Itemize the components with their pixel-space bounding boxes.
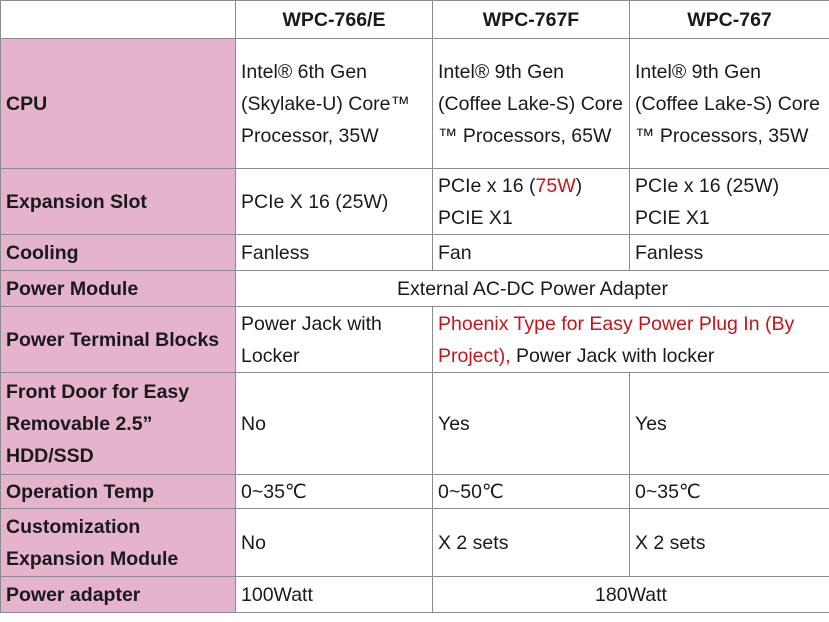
expansion-slot-wpc-767f [433, 169, 630, 235]
customization-wpc-767: X 2 sets [630, 509, 829, 577]
table-row-front-door [1, 373, 829, 475]
cooling-wpc-767f: Fan [433, 235, 630, 271]
table-row-expansion-slot [1, 169, 829, 235]
header-row [1, 1, 829, 39]
row-header-cpu: CPU [1, 39, 236, 169]
cpu-wpc-766e: Intel® 6th Gen (Skylake-U) Core™ Processor, 35W [236, 39, 433, 169]
table-row-customization [1, 509, 829, 577]
table-row-power-adapter [1, 577, 829, 613]
expansion-slot-wpc-767-line1: PCIe x 16 (25W) [635, 174, 780, 197]
expansion-slot-wpc-766e: PCIe X 16 (25W) [236, 169, 433, 235]
operation-temp-wpc-767f: 0~50℃ [433, 475, 630, 509]
cooling-wpc-766e: Fanless [236, 235, 433, 271]
table-row-cooling [1, 235, 829, 271]
expansion-slot-wpc-767 [630, 169, 829, 235]
power-module-value: External AC-DC Power Adapter [236, 271, 829, 307]
cooling-wpc-767: Fanless [630, 235, 829, 271]
row-header-operation-temp: Operation Temp [1, 475, 236, 509]
row-header-power-adapter: Power adapter [1, 577, 236, 613]
customization-wpc-766e: No [236, 509, 433, 577]
column-header-wpc-766e: WPC-766/E [236, 1, 433, 39]
column-header-wpc-767: WPC-767 [630, 1, 829, 39]
column-header-wpc-767f: WPC-767F [433, 1, 630, 39]
front-door-wpc-767: Yes [630, 373, 829, 475]
power-adapter-wpc-767-series: 180Watt [433, 577, 829, 613]
table-row-power-module [1, 271, 829, 307]
row-header-front-door: Front Door for Easy Removable 2.5” HDD/SSD [1, 373, 236, 475]
row-header-customization: Customization Expansion Module [1, 509, 236, 577]
operation-temp-wpc-767: 0~35℃ [630, 475, 829, 509]
front-door-wpc-766e: No [236, 373, 433, 475]
power-terminal-wpc-766e: Power Jack with Locker [236, 307, 433, 373]
expansion-slot-wpc-767f-line2: PCIE X1 [438, 206, 513, 229]
power-adapter-wpc-766e: 100Watt [236, 577, 433, 613]
power-terminal-wpc-767-series [433, 307, 829, 373]
row-header-power-terminal: Power Terminal Blocks [1, 307, 236, 373]
expansion-slot-highlight: 75W [535, 174, 576, 197]
expansion-slot-wpc-767f-line1: PCIe x 16 (75W) [438, 174, 583, 197]
table-row-power-terminal [1, 307, 829, 373]
front-door-wpc-767f: Yes [433, 373, 630, 475]
cpu-wpc-767f: Intel® 9th Gen (Coffee Lake-S) Core ™ Processors, 65W [433, 39, 630, 169]
row-header-power-module: Power Module [1, 271, 236, 307]
table-row-operation-temp [1, 475, 829, 509]
row-header-expansion-slot: Expansion Slot [1, 169, 236, 235]
power-terminal-rest: Power Jack with locker [510, 344, 715, 367]
row-header-cooling: Cooling [1, 235, 236, 271]
customization-wpc-767f: X 2 sets [433, 509, 630, 577]
power-terminal-highlight: Phoenix Type for Easy Power Plug In (By Project), [438, 312, 795, 367]
table-row-cpu [1, 39, 829, 169]
expansion-slot-wpc-767-line2: PCIE X1 [635, 206, 710, 229]
cpu-wpc-767: Intel® 9th Gen (Coffee Lake-S) Core ™ Processors, 35W [630, 39, 829, 169]
operation-temp-wpc-766e: 0~35℃ [236, 475, 433, 509]
corner-cell [1, 1, 236, 39]
